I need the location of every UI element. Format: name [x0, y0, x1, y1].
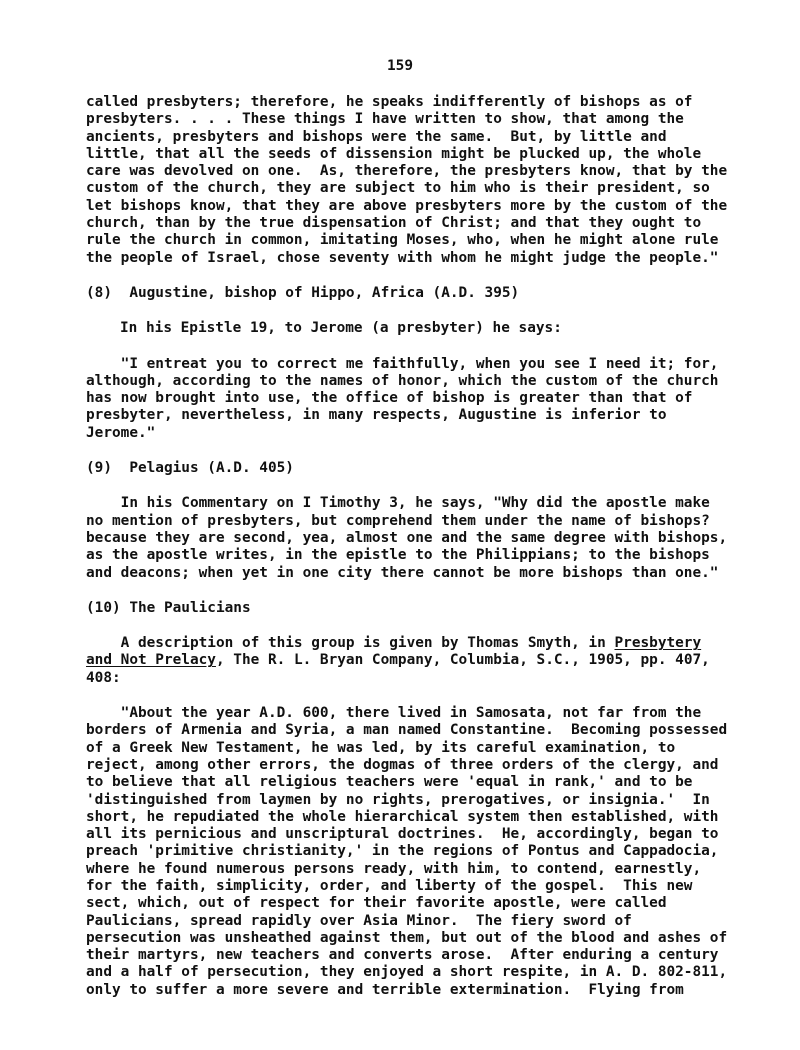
text-line: for the faith, simplicity, order, and liberty of the gospel. This new [86, 877, 693, 894]
page-body [86, 94, 726, 999]
paragraph-augustine-quote [86, 356, 726, 442]
text-line: all its pernicious and unscriptural doctrines. He, accordingly, began to [86, 826, 719, 843]
spacer [86, 267, 726, 285]
text-line: and a half of persecution, they enjoyed a short respite, in A. D. 802-811, [86, 964, 728, 981]
paragraph-pelagius-commentary [86, 495, 726, 581]
text-line [86, 635, 726, 652]
text-line: no mention of presbyters, but comprehend them under the name of bishops? [86, 512, 710, 529]
paragraph-smyth-citation [86, 635, 726, 687]
text-line: custom of the church, they are subject to him who is their president, so [86, 180, 710, 197]
section-heading-paulicians [86, 600, 726, 617]
text-line: the people of Israel, chose seventy with whom he might judge the people." [86, 249, 719, 266]
heading-line: (9) Pelagius (A.D. 405) [86, 460, 294, 477]
paragraph-paulicians-quote [86, 705, 726, 999]
text-line: Paulicians, spread rapidly over Asia Minor. The fiery sword of [86, 912, 632, 929]
text-line: little, that all the seeds of dissension might be plucked up, the whole [86, 145, 702, 162]
text-line: only to suffer a more severe and terrible extermination. Flying from [86, 981, 684, 998]
text-line: "About the year A.D. 600, there lived in Samosata, not far from the [86, 705, 702, 722]
text-line: has now brought into use, the office of bishop is greater than that of [86, 390, 693, 407]
paragraph-quote-continuation [86, 94, 726, 267]
section-heading-pelagius [86, 460, 726, 477]
text-line: "I entreat you to correct me faithfully, when you see I need it; for, [86, 355, 719, 372]
text-line: their martyrs, new teachers and converts arose. After enduring a century [86, 947, 719, 964]
spacer [86, 338, 726, 356]
spacer [86, 687, 726, 705]
heading-line: (10) The Paulicians [86, 599, 251, 616]
text-line: as the apostle writes, in the epistle to the Philippians; to the bishops [86, 547, 710, 564]
text-line: of a Greek New Testament, he was led, by its careful examination, to [86, 739, 676, 756]
text-line: persecution was unsheathed against them, but out of the blood and ashes of [86, 929, 728, 946]
text-line: although, according to the names of honor, which the custom of the church [86, 372, 719, 389]
paragraph-epistle-intro [86, 320, 726, 337]
citation-lead-text: A description of this group is given by Thomas Smyth, in [86, 635, 615, 652]
text-line: because they are second, yea, almost one and the same degree with bishops, [86, 529, 728, 546]
text-line: church, than by the true dispensation of Christ; and that they ought to [86, 215, 702, 232]
text-line: preach 'primitive christianity,' in the regions of Pontus and Cappadocia, [86, 843, 719, 860]
text-line: and deacons; when yet in one city there cannot be more bishops than one." [86, 564, 719, 581]
spacer [86, 442, 726, 460]
text-line: presbyter, nevertheless, in many respects, Augustine is inferior to [86, 407, 667, 424]
section-heading-augustine [86, 285, 726, 302]
book-title-part-1: Presbytery [614, 635, 702, 652]
page-number: 159 [387, 58, 413, 74]
book-title-part-2: and Not Prelacy [86, 652, 216, 669]
text-line: rule the church in common, imitating Moses, who, when he might alone rule [86, 232, 719, 249]
heading-line: (8) Augustine, bishop of Hippo, Africa (A.D. 395) [86, 284, 520, 301]
text-line: reject, among other errors, the dogmas of three orders of the clergy, and [86, 756, 719, 773]
text-line: presbyters. . . . These things I have written to show, that among the [86, 111, 684, 128]
text-line: let bishops know, that they are above presbyters more by the custom of the [86, 197, 728, 214]
citation-publisher-text: , The R. L. Bryan Company, Columbia, S.C., 1905, pp. 407, [215, 652, 710, 669]
text-line [86, 652, 726, 669]
text-line: In his Commentary on I Timothy 3, he says, "Why did the apostle make [86, 495, 710, 512]
text-line: borders of Armenia and Syria, a man named Constantine. Becoming possessed [86, 722, 728, 739]
spacer [86, 302, 726, 320]
text-line: In his Epistle 19, to Jerome (a presbyter) he says: [120, 320, 562, 337]
text-line: ancients, presbyters and bishops were the same. But, by little and [86, 128, 667, 145]
spacer [86, 582, 726, 600]
text-line: called presbyters; therefore, he speaks indifferently of bishops as of [86, 94, 693, 110]
text-line: 'distinguished from laymen by no rights, prerogatives, or insignia.' In [86, 791, 710, 808]
text-line: Jerome." [86, 424, 156, 441]
text-line: to believe that all religious teachers were 'equal in rank,' and to be [86, 774, 693, 791]
text-line: care was devolved on one. As, therefore, the presbyters know, that by the [86, 163, 728, 180]
text-line: where he found numerous persons ready, with him, to contend, earnestly, [86, 860, 702, 877]
spacer [86, 477, 726, 495]
text-line: sect, which, out of respect for their favorite apostle, were called [86, 895, 667, 912]
text-line: short, he repudiated the whole hierarchical system then established, with [86, 808, 719, 825]
text-line: 408: [86, 669, 121, 686]
spacer [86, 617, 726, 635]
